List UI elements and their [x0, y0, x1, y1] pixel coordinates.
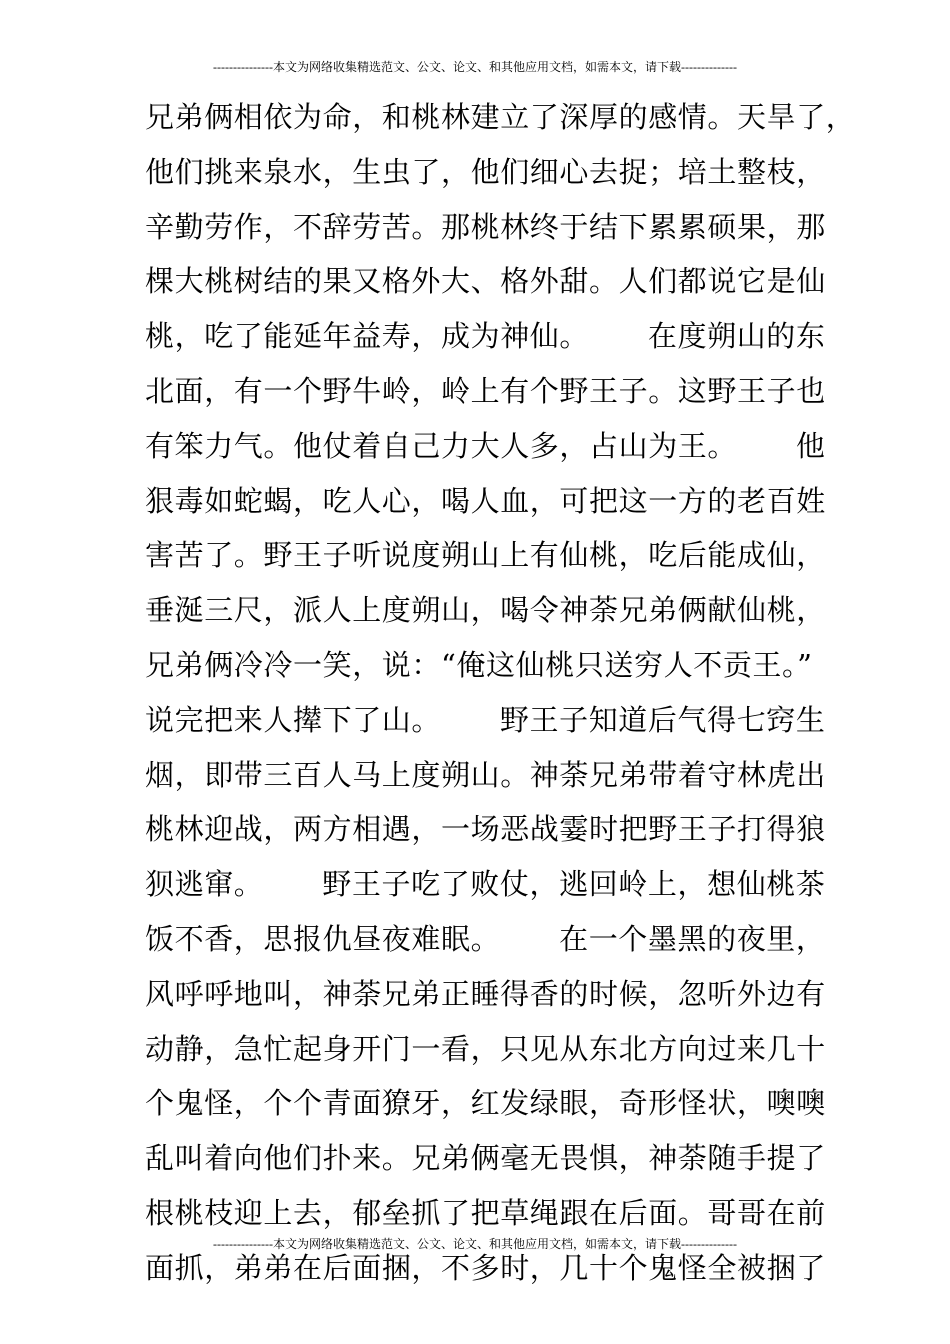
text-line: 兄弟俩相依为命，和桃林建立了深厚的感情。天旱了，	[145, 100, 856, 134]
text-line: 说完把来人撵下了山。 野王子知道后气得七窍生	[145, 702, 826, 737]
text-line: 风呼呼地叫，神荼兄弟正睡得香的时候，忽听外边有	[145, 976, 826, 1011]
text-line: 动静，急忙起身开门一看，只见从东北方向过来几十	[145, 1031, 826, 1066]
text-line: 棵大桃树结的果又格外大、格外甜。人们都说它是仙	[145, 264, 826, 299]
text-line: 烟，即带三百人马上度朔山。神荼兄弟带着守林虎出	[145, 757, 826, 792]
text-line: 饭不香，思报仇昼夜难眠。 在一个墨黑的夜里，	[145, 921, 826, 956]
text-line: 根桃枝迎上去，郁垒抓了把草绳跟在后面。哥哥在前	[145, 1195, 826, 1230]
text-line: 面抓，弟弟在后面捆，不多时，几十个鬼怪全被捆了	[145, 1250, 826, 1285]
text-line: 桃，吃了能延年益寿，成为神仙。 在度朔山的东	[145, 319, 826, 354]
footer-banner: ---------------本文为网络收集精选范文、公文、论文、和其他应用文档，如需本文，请下载--------------	[213, 1237, 737, 1251]
text-line: 有笨力气。他仗着自己力大人多，占山为王。 他	[145, 428, 826, 463]
text-line: 狈逃窜。 野王子吃了败仗，逃回岭上，想仙桃茶	[145, 867, 826, 902]
text-line: 辛勤劳作，不辞劳苦。那桃林终于结下累累硕果，那	[145, 209, 826, 244]
header-banner: ---------------本文为网络收集精选范文、公文、论文、和其他应用文档，如需本文，请下载--------------	[213, 60, 737, 74]
text-line: 北面，有一个野牛岭，岭上有个野王子。这野王子也	[145, 373, 826, 408]
text-line: 他们挑来泉水，生虫了，他们细心去捉；培土整枝，	[145, 154, 826, 189]
text-line: 个鬼怪，个个青面獠牙，红发绿眼，奇形怪状，噢噢	[145, 1086, 826, 1121]
text-line: 桃林迎战，两方相遇，一场恶战霎时把野王子打得狼	[145, 812, 826, 847]
text-line: 垂涎三尺，派人上度朔山，喝令神荼兄弟俩献仙桃，	[145, 593, 826, 628]
body-text	[145, 90, 856, 1296]
text-line: 兄弟俩冷冷一笑，说：“俺这仙桃只送穷人不贡王。”	[145, 647, 813, 682]
text-line: 狠毒如蛇蝎，吃人心，喝人血，可把这一方的老百姓	[145, 483, 826, 518]
text-line: 害苦了。野王子听说度朔山上有仙桃，吃后能成仙，	[145, 538, 826, 573]
text-line: 乱叫着向他们扑来。兄弟俩毫无畏惧，神荼随手提了	[145, 1141, 826, 1176]
